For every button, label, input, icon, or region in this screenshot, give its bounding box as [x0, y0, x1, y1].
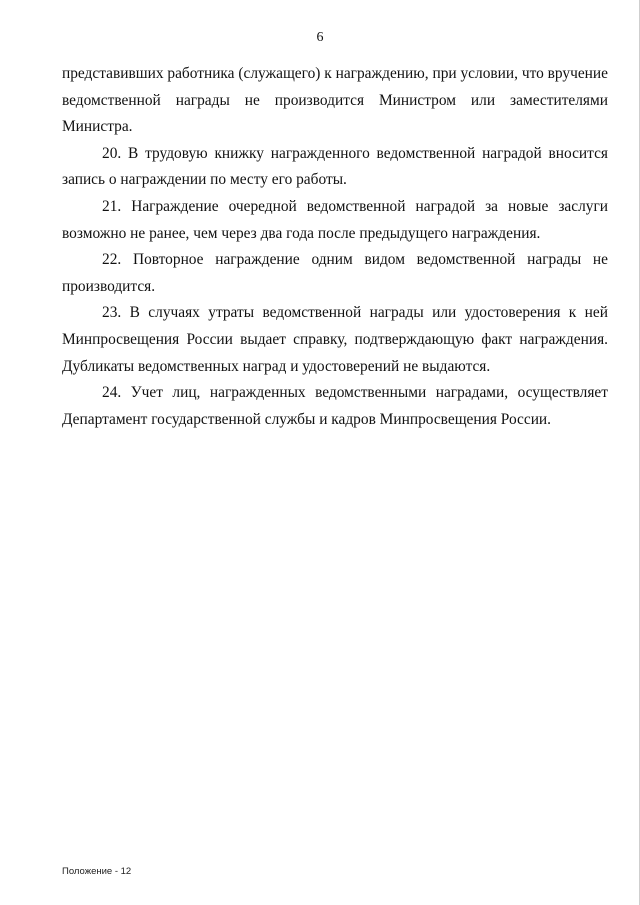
paragraph-24: 24. Учет лиц, награжденных ведомственными наградами, осуществляет Департамент государственной службы и кадров Минпросвещения России. — [62, 384, 608, 428]
paragraph-23: 23. В случаях утраты ведомственной награды или удостоверения к ней Минпросвещения России выдает справку, подтверждающую факт награждения. Дубликаты ведомственных наград и удостоверений не выдаются. — [62, 304, 608, 375]
page-number: 6 — [316, 30, 324, 45]
document-body — [62, 61, 608, 433]
paragraph-21: 21. Награждение очередной ведомственной наградой за новые заслуги возможно не ранее, чем через два года после предыдущего награждения. — [62, 197, 608, 242]
paragraph-22: 22. Повторное награждение одним видом ведомственной награды не производится. — [62, 251, 608, 295]
paragraph-continuation: представивших работника (служащего) к награждению, при условии, что вручение ведомственной награды не производится Министром или заместителями Министра. — [62, 65, 608, 136]
paragraph-20: 20. В трудовую книжку награжденного ведомственной наградой вносится запись о награждении по месту его работы. — [62, 144, 608, 189]
footer-document-label: Положение - 12 — [62, 866, 132, 877]
